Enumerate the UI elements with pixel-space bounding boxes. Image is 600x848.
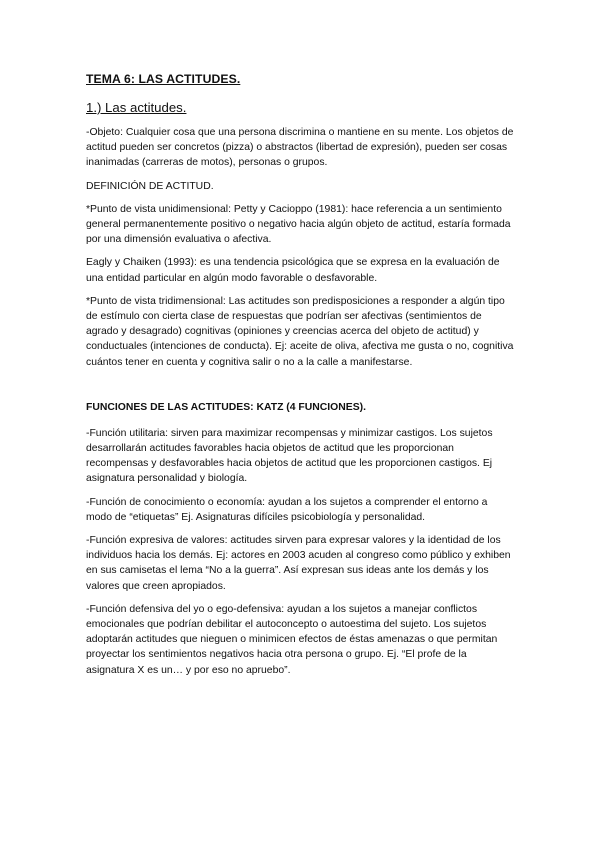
funcion-utilitaria-paragraph: -Función utilitaria: sirven para maximizar recompensas y minimizar castigos. Los sujetos desarrollarán actitudes favorables hacia objetos de actitud que les proporcionan recompensas y desfavorables hacia objetos de actitud que les proporcionen castigos. Ej asignatura personalidad y biología. [86,427,493,485]
funcion-conocimiento-paragraph: -Función de conocimiento o economía: ayudan a los sujetos a comprender el entorno a modo de “etiquetas” Ej. Asignaturas difíciles psicobiología y personalidad. [86,496,488,523]
funcion-expresiva-paragraph: -Función expresiva de valores: actitudes sirven para expresar valores y la identidad de los individuos hacia los demás. Ej: actores en 2003 acuden al congreso como público y exhiben en sus camisetas el lema “No a la guerra”. Así expresan sus ideas ante los demás y los valores que creen apropiados. [86,535,511,592]
unidimensional-paragraph: *Punto de vista unidimensional: Petty y Cacioppo (1981): hace referencia a un sentimiento general permanentemente positivo o negativo hacia algún objeto de actitud, estaría formada por una dimensión evaluativa o afectiva. [86,203,511,246]
section-heading: 1.) Las actitudes. [86,100,187,115]
objeto-paragraph: -Objeto: Cualquier cosa que una persona discrimina o mantiene en su mente. Los objetos de actitud pueden ser concretos (pizza) o abstractos (libertad de expresión), pueden ser cosas inanimadas (carreras de motos), personas o grupos. [86,127,514,169]
funciones-heading: FUNCIONES DE LAS ACTITUDES: KATZ (4 FUNCIONES). [86,401,366,413]
tridimensional-paragraph: *Punto de vista tridimensional: Las actitudes son predisposiciones a responder a algún tipo de estímulo con cierta clase de respuestas que podrían ser afectivas (sentimientos de agrado y desagrado) cognitivas (opiniones y creencias acerca del objeto de actitud) y conductuales (intenciones de conducta). Ej: aceite de oliva, afectiva me gusta o no, cognitiva cuántos tener en cuenta y cognitiva salir o no a la calle a manifestarse. [86,295,514,368]
document-title: TEMA 6: LAS ACTITUDES. [86,72,241,86]
definicion-heading: DEFINICIÓN DE ACTITUD. [86,180,214,192]
eagly-paragraph: Eagly y Chaiken (1993): es una tendencia psicológica que se expresa en la evaluación de una entidad particular en algún modo favorable o desfavorable. [86,257,500,284]
funcion-defensiva-paragraph: -Función defensiva del yo o ego-defensiva: ayudan a los sujetos a manejar conflictos emocionales que podrían debilitar el autoconcepto o autoestima del sujeto. Los sujetos adoptarán actitudes que nieguen o minimicen efectos de éstas amenazas o que permitan proyectar los sentimientos negativos hacia otra persona o grupo. Ej. “El profe de la asignatura X es un… y por eso no apruebo”. [86,603,498,676]
